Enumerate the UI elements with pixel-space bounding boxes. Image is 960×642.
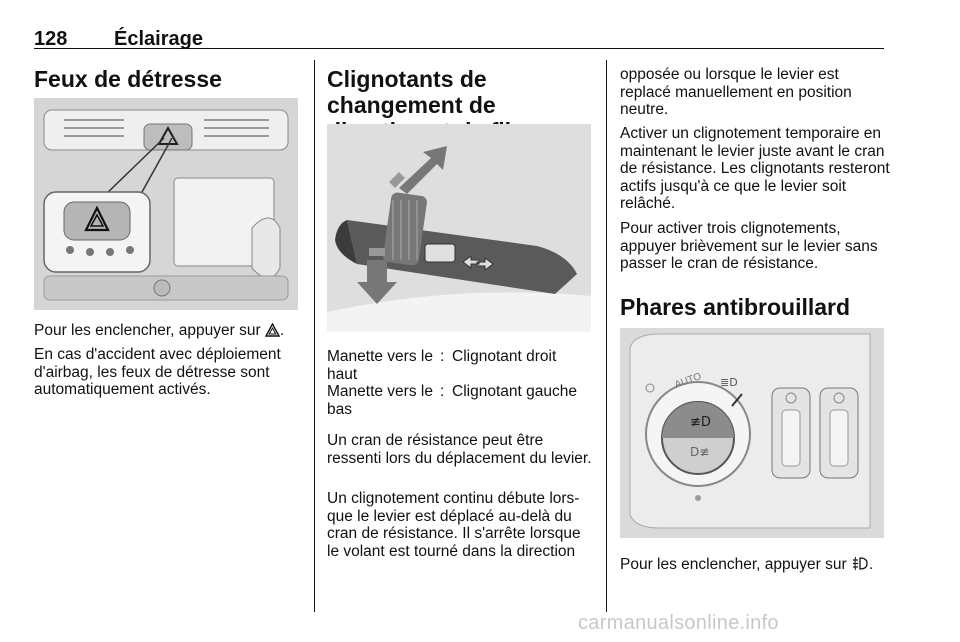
fog-light-instruction-end: .: [868, 556, 874, 573]
lever-up-separator: :: [440, 348, 445, 365]
turn-signal-section-title: Clignotants de changement de: [327, 66, 496, 118]
lever-down-value: Clignotant gauche: [452, 383, 577, 400]
page-header: [34, 26, 884, 49]
fog-lights-section-title: Phares antibrouillard: [620, 294, 851, 320]
lever-down-label: Manette vers le bas: [327, 383, 433, 418]
hazard-instruction-text: Pour les enclencher, appuyer sur: [34, 322, 265, 339]
fog-light-instruction: [620, 556, 890, 576]
hazard-instruction: [34, 322, 304, 342]
chapter-title: Éclairage: [114, 28, 203, 50]
column-divider-2: [606, 60, 607, 612]
three-flash-paragraph: Pour activer trois clignotements, appuyer brièvement sur le levier sans passer le cran de résistance.: [620, 220, 878, 272]
turn-signal-illustration: [327, 124, 591, 332]
hazard-triangle-icon: [265, 323, 280, 342]
fog-light-instruction-text: Pour les enclencher, appuyer sur: [620, 556, 851, 573]
svg-text:D≢: D≢: [690, 445, 710, 459]
lever-down-separator: :: [440, 383, 445, 400]
watermark: carmanualsonline.info: [578, 612, 779, 634]
svg-text:≣D: ≣D: [720, 376, 738, 389]
lever-up-value: Clignotant droit: [452, 348, 557, 365]
table-row: [327, 348, 597, 383]
hazard-section-title: Feux de détresse: [34, 66, 222, 92]
fog-light-switch-illustration: [620, 328, 884, 538]
hazard-instruction-end: .: [279, 322, 285, 339]
table-row: [327, 383, 597, 418]
temporary-signal-paragraph: Activer un clignotement temporaire en maintenant le levier juste avant le cran de résistance. Les clignotants resteront actifs jusqu'à ce que le levier soit relâché.: [620, 125, 890, 212]
hazard-illustration: [34, 98, 298, 310]
lever-directions-table: [327, 348, 597, 418]
hazard-airbag-note: En cas d'accident avec déploiement d'airbag, les feux de détresse sont automatiquement activés.: [34, 346, 281, 398]
page-number: 128: [34, 28, 68, 50]
resistance-paragraph: Un cran de résistance peut être ressenti lors du déplacement du levier.: [327, 432, 592, 467]
svg-text:≢D: ≢D: [690, 415, 711, 430]
column-divider-1: [314, 60, 315, 612]
auto-label: AUTO: [673, 371, 703, 391]
continuous-signal-paragraph: Un clignotement continu débute lors-que le levier est déplacé au-delà du cran de résistance. Il s'arrête lorsque le volant est tourné dans la direction: [327, 490, 581, 560]
fog-light-icon: [851, 556, 869, 576]
lever-up-label: Manette vers le haut: [327, 348, 433, 383]
continuous-signal-continuation: opposée ou lorsque le levier est replacé manuellement en position neutre.: [620, 66, 852, 118]
